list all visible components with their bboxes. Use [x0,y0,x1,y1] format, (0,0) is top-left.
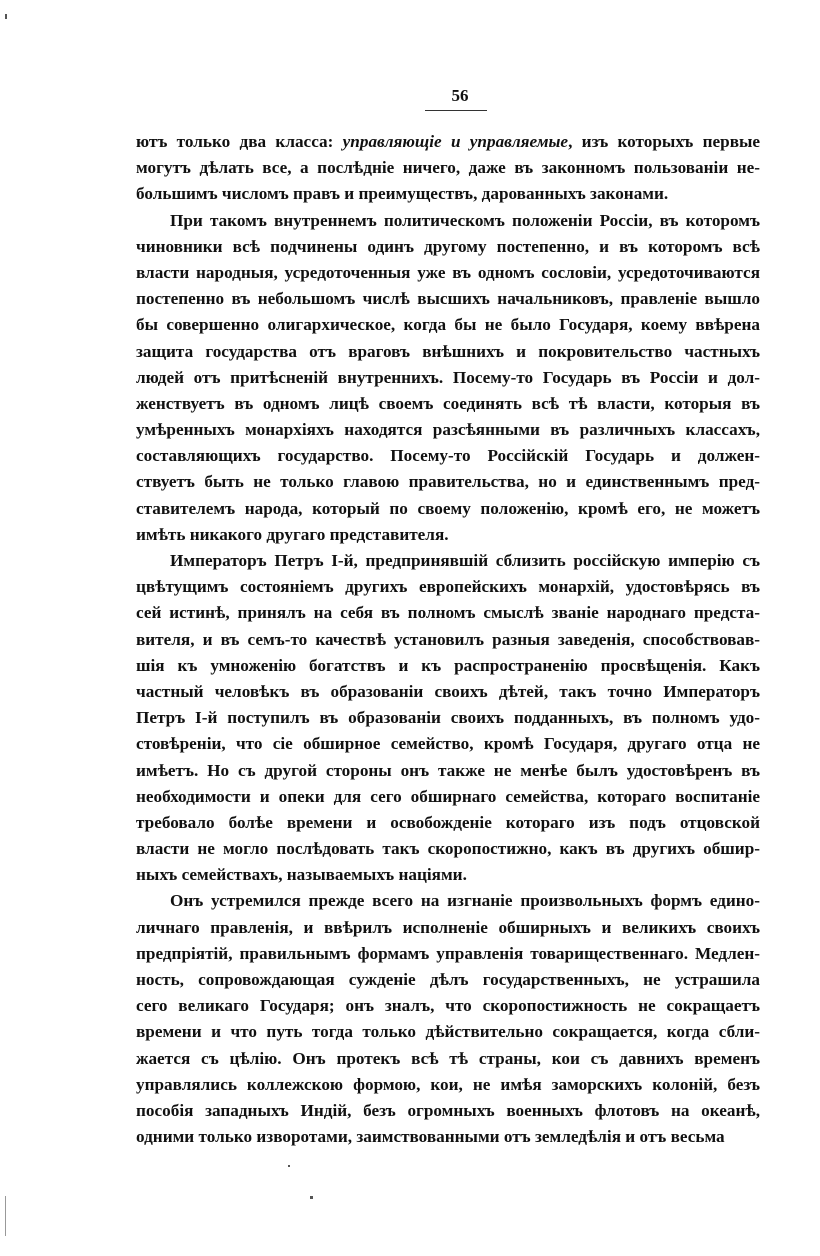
text-line: предпріятій, правильнымъ формамъ управленія товарищественнаго. Медлен- [136,943,760,963]
scan-speck [5,1196,6,1236]
text-line: имѣть никакого другаго представителя. [136,524,449,544]
text-line: стовѣреніи, что сіе обширное семейство, кромѣ Государя, другаго отца не [136,734,760,754]
text-line: сего великаго Государя; онъ зналъ, что скоропостижность не сокращаетъ [136,996,760,1016]
text-line: частный человѣкъ въ образованіи своихъ дѣтей, такъ точно Императоръ [136,681,760,701]
scan-speck [288,1165,290,1167]
text-line [136,129,760,155]
text-line: вителя, и въ семъ-то качествѣ установилъ разныя заведенія, способствовав- [136,629,760,649]
scan-speck [310,1196,313,1199]
text-line: постепенно въ небольшомъ числѣ высшихъ начальниковъ, правленіе вышло [136,289,760,309]
text-line: Онъ устремился прежде всего на изгнаніе произвольныхъ формъ едино- [170,891,760,911]
scan-speck [5,14,7,19]
body-text [136,129,760,1150]
text-line: жается съ цѣлію. Онъ протекъ всѣ тѣ страны, кои съ давнихъ временъ [136,1048,760,1068]
text-line: власти народныя, усредоточенныя уже въ одномъ сословіи, усредоточиваются [136,262,760,282]
text-line: ныхъ семействахъ, называемыхъ націями. [136,865,467,885]
italic-emphasis: управляющіе и управляемые [342,132,569,151]
text-line: ставителемъ народа, который по своему положенію, кромѣ его, не можетъ [136,498,760,518]
text-line: цвѣтущимъ состояніемъ другихъ европейскихъ монархій, удостовѣрясь въ [136,577,760,597]
text-line: чиновники всѣ подчинены одинъ другому постепенно, и въ которомъ всѣ [136,236,760,256]
text-line: составляющихъ государство. Посему-то Россійскій Государь и должен- [136,446,760,466]
text-line: защита государства отъ враговъ внѣшнихъ и покровительство частныхъ [136,341,760,361]
text-run: , изъ которыхъ первые [568,132,761,151]
text-line: ствуетъ быть не только главою правительства, но и единственнымъ пред- [136,472,760,492]
text-line: одними только изворотами, заимствованными отъ земледѣлія и отъ весьма [136,1127,725,1147]
text-line: шія къ умноженію богатствъ и къ распространенію просвѣщенія. Какъ [136,655,760,675]
text-line: пособія западныхъ Индій, безъ огромныхъ военныхъ флотовъ на океанѣ, [136,1100,760,1120]
text-line: большимъ числомъ правъ и преимуществъ, дарованныхъ законами. [136,184,669,204]
text-line: ность, сопровождающая сужденіе дѣлъ государственныхъ, не устрашила [136,970,760,989]
text-line: Императоръ Петръ I-й, предпринявшій сблизить россійскую имперію съ [170,551,760,570]
text-line: времени и что путь тогда только дѣйствительно сокращается, когда сбли- [136,1022,760,1042]
text-line: женствуетъ въ одномъ лицѣ своемъ соединять всѣ тѣ власти, которыя въ [136,393,760,413]
text-line: управлялись коллежскою формою, кои, не имѣя заморскихъ колоній, безъ [136,1074,760,1094]
page-number-rule [425,110,487,111]
text-line: личнаго правленія, и ввѣрилъ исполненіе обширныхъ и великихъ своихъ [136,917,760,937]
text-line: Петръ I-й поступилъ въ образованіи своихъ подданныхъ, въ полномъ удо- [136,708,760,728]
text-line: имѣетъ. Но съ другой стороны онъ также не менѣе былъ удостовѣренъ въ [136,760,760,780]
text-line: При такомъ внутреннемъ политическомъ положеніи Россіи, въ которомъ [170,210,760,230]
page-number: 56 [451,86,469,105]
text-line: бы совершенно олигархическое, когда бы не было Государя, коему ввѣрена [136,315,760,335]
paragraphs [136,155,760,1150]
text-run: ютъ только два класса: [136,132,343,151]
text-line: людей отъ притѣсненій внутреннихъ. Посему-то Государь въ Россіи и дол- [136,367,760,387]
text-line: власти не могло послѣдовать такъ скоропостижно, какъ въ другихъ обшир- [136,839,760,859]
text-line: требовало болѣе времени и освобожденіе котораго изъ подъ отцовской [136,812,760,832]
text-line: умѣренныхъ монархіяхъ находятся разсѣянными въ различныхъ классахъ, [136,420,760,440]
text-line: необходимости и опеки для сего обширнаго семейства, котораго воспитаніе [136,786,760,806]
text-line: сей истинѣ, принялъ на себя въ полномъ смыслѣ званіе народнаго предста- [136,603,760,623]
text-line: могутъ дѣлать все, а послѣдніе ничего, даже въ законномъ пользованіи не- [136,158,760,178]
